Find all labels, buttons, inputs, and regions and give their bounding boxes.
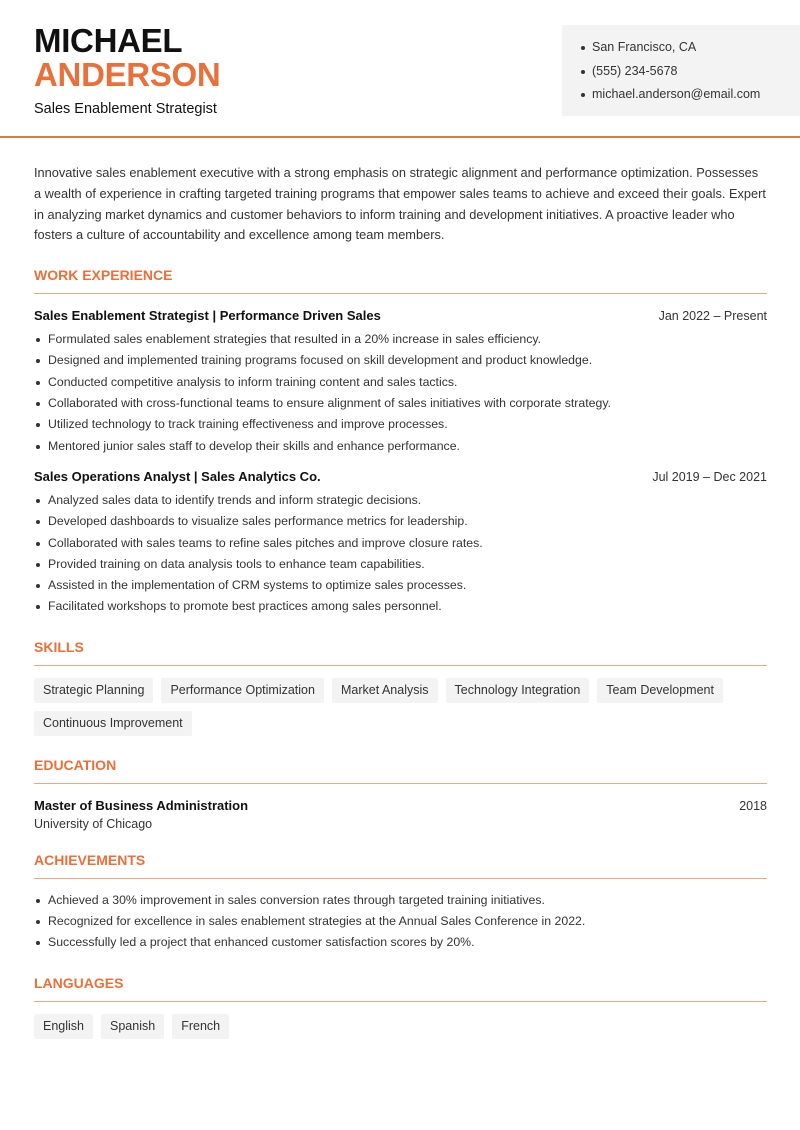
summary: Innovative sales enablement executive with a strong emphasis on strategic alignment and performance optimization. Possesses a wealth of experience in crafting targeted training programs that empower sales teams to achieve and exceed their goals. Expert in analyzing market dynamics and customer behaviors to inform training and development initiatives. A proactive leader who fosters a culture of accountability and excellence among team members. <box>34 165 766 243</box>
list-item <box>34 890 767 911</box>
bullet-icon <box>36 381 40 385</box>
contact-location <box>580 39 800 63</box>
bullet-text: Formulated sales enablement strategies that resulted in a 20% increase in sales efficiency. <box>48 332 542 347</box>
contact-email-text: michael.anderson@email.com <box>592 87 761 101</box>
bullet-icon <box>36 542 40 546</box>
education-school: University of Chicago <box>34 816 153 831</box>
skill-tag: Technology Integration <box>446 678 590 703</box>
contact-location-text: San Francisco, CA <box>592 40 697 54</box>
bullet-icon <box>36 941 40 945</box>
job-entry <box>34 469 767 618</box>
education-header <box>34 798 767 813</box>
bullet-icon <box>581 93 585 97</box>
achievement-text: Achieved a 30% improvement in sales conversion rates through targeted training initiatives. <box>48 892 545 907</box>
name-block <box>34 24 220 117</box>
skill-tag: Continuous Improvement <box>34 711 192 736</box>
education-entry <box>34 798 767 831</box>
list-item <box>34 596 767 617</box>
skill-tag: Market Analysis <box>332 678 438 703</box>
bullet-text: Collaborated with sales teams to refine sales pitches and improve closure rates. <box>48 535 483 550</box>
bullet-text: Developed dashboards to visualize sales performance metrics for leadership. <box>48 514 468 529</box>
skill-tag: Performance Optimization <box>161 678 324 703</box>
list-item <box>34 436 767 457</box>
job-header <box>34 308 767 323</box>
list-item <box>34 911 767 932</box>
education-degree: Master of Business Administration <box>34 797 249 813</box>
list-item <box>34 554 767 575</box>
bullet-icon <box>36 423 40 427</box>
list-item <box>34 533 767 554</box>
job-bullets <box>34 329 767 457</box>
list-item <box>34 350 767 371</box>
job-role: Sales Enablement Strategist | Performance Driven Sales <box>34 308 381 324</box>
skill-tag: Strategic Planning <box>34 678 153 703</box>
list-item <box>34 393 767 414</box>
resume-header <box>0 0 800 138</box>
bullet-text: Provided training on data analysis tools to enhance team capabilities. <box>48 556 425 571</box>
bullet-icon <box>36 563 40 567</box>
job-role: Sales Operations Analyst | Sales Analytics Co. <box>34 468 321 484</box>
language-tag: English <box>34 1014 93 1039</box>
bullet-text: Analyzed sales data to identify trends and inform strategic decisions. <box>48 492 422 507</box>
list-item <box>34 575 767 596</box>
last-name: ANDERSON <box>34 56 221 93</box>
bullet-icon <box>36 520 40 524</box>
section-title-work-experience: WORK EXPERIENCE <box>34 267 767 294</box>
job-dates: Jan 2022 – Present <box>658 309 767 324</box>
education-year: 2018 <box>739 798 767 813</box>
section-title-languages: LANGUAGES <box>34 975 767 1002</box>
job-title: Sales Enablement Strategist <box>34 101 217 117</box>
contact-phone-text: (555) 234-5678 <box>592 63 678 78</box>
first-name: MICHAEL <box>34 22 183 59</box>
language-tags <box>34 1014 767 1039</box>
bullet-text: Conducted competitive analysis to inform training content and sales tactics. <box>48 374 458 389</box>
job-dates: Jul 2019 – Dec 2021 <box>652 469 767 484</box>
achievement-text: Successfully led a project that enhanced customer satisfaction scores by 20%. <box>48 935 475 950</box>
list-item <box>34 490 767 511</box>
bullet-icon <box>36 359 40 363</box>
resume-body <box>34 163 767 1039</box>
bullet-icon <box>36 899 40 903</box>
bullet-text: Facilitated workshops to promote best practices among sales personnel. <box>48 599 442 614</box>
language-tag: Spanish <box>101 1014 164 1039</box>
contact-box <box>562 25 800 116</box>
job-header <box>34 469 767 484</box>
language-tag: French <box>172 1014 229 1039</box>
section-title-skills: SKILLS <box>34 639 767 666</box>
section-title-achievements: ACHIEVEMENTS <box>34 852 767 879</box>
skills-tags <box>34 678 767 736</box>
skill-tag: Team Development <box>597 678 723 703</box>
job-entry <box>34 308 767 457</box>
bullet-icon <box>36 402 40 406</box>
bullet-icon <box>581 70 585 74</box>
bullet-icon <box>36 584 40 588</box>
bullet-text: Mentored junior sales staff to develop their skills and enhance performance. <box>48 438 460 453</box>
bullet-icon <box>36 920 40 924</box>
list-item <box>34 329 767 350</box>
contact-email <box>580 86 800 110</box>
bullet-icon <box>36 445 40 449</box>
list-item <box>34 372 767 393</box>
bullet-text: Assisted in the implementation of CRM systems to optimize sales processes. <box>48 578 467 593</box>
job-bullets <box>34 490 767 618</box>
bullet-icon <box>36 605 40 609</box>
achievements-list <box>34 890 767 954</box>
contact-phone <box>580 63 800 87</box>
bullet-text: Collaborated with cross-functional teams to ensure alignment of sales initiatives with corporate strategy. <box>48 396 611 411</box>
bullet-icon <box>36 499 40 503</box>
bullet-text: Utilized technology to track training effectiveness and improve processes. <box>48 417 448 432</box>
list-item <box>34 414 767 435</box>
section-title-education: EDUCATION <box>34 757 767 784</box>
bullet-icon <box>36 338 40 342</box>
bullet-icon <box>581 46 585 50</box>
list-item <box>34 511 767 532</box>
achievement-text: Recognized for excellence in sales enablement strategies at the Annual Sales Conference in 2022. <box>48 914 586 929</box>
bullet-text: Designed and implemented training programs focused on skill development and product knowledge. <box>48 353 593 368</box>
list-item <box>34 932 767 953</box>
